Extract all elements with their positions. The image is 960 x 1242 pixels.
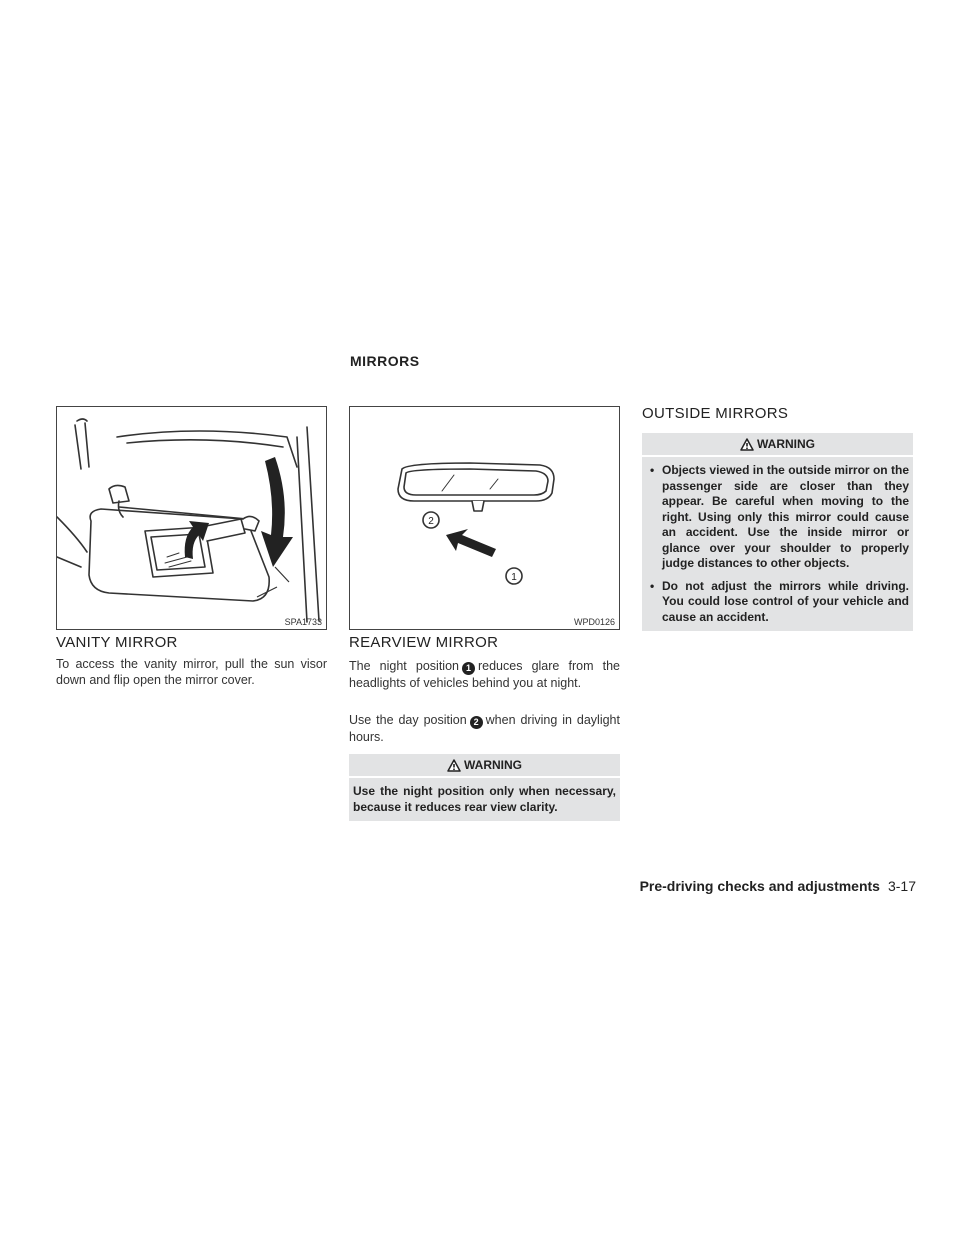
tilt-arrow-icon: [446, 529, 496, 557]
warning-item: • Do not adjust the mirrors while driving. You could lose control of your vehicle and cause an accident.: [646, 579, 909, 626]
rearview-paragraph-2: [349, 712, 620, 745]
figure-code: SPA1733: [284, 617, 322, 627]
warning-list: [642, 457, 913, 631]
pull-down-arrow-icon: [261, 457, 293, 567]
warning-header: [349, 754, 620, 778]
rearview-paragraph-1: [349, 658, 620, 691]
page-footer: [640, 878, 916, 894]
callout-1-label: 1: [511, 572, 517, 583]
chapter-title: Pre-driving checks and adjustments: [639, 878, 880, 894]
figure-code: WPD0126: [573, 617, 615, 627]
warning-triangle-icon: [740, 438, 754, 451]
rearview-warning-box: [349, 754, 620, 821]
rearview-mirror-illustration: [349, 406, 620, 630]
warning-title: WARNING: [757, 437, 815, 451]
vanity-mirror-body: To access the vanity mirror, pull the sun visor down and flip open the mirror cover.: [56, 657, 327, 687]
warning-triangle-icon: [447, 759, 461, 772]
page-number: 3-17: [887, 878, 916, 894]
warning-header: [642, 433, 913, 457]
callout-1-badge: 1: [462, 662, 475, 675]
warning-text: Use the night position only when necessary, because it reduces rear view clarity.: [353, 784, 616, 814]
callout-2-label: 2: [428, 516, 434, 527]
sun-visor-drawing: [57, 407, 327, 630]
rearview-mirror-drawing: [350, 407, 620, 630]
section-title: MIRRORS: [350, 353, 420, 369]
night-position-text-end: reduces glare from the headlights of vehicles behind you at night.: [349, 659, 620, 690]
vanity-mirror-heading: VANITY MIRROR: [56, 634, 178, 651]
warning-item: • Objects viewed in the outside mirror on the passenger side are closer than they appear. Be careful when moving to the right. Using only this mirror could cause an accident. Use the inside mirror or glance over your shoulder to properly judge distances to other objects.: [646, 463, 909, 572]
outside-mirrors-heading: OUTSIDE MIRRORS: [642, 405, 789, 422]
callout-2-badge: 2: [470, 716, 483, 729]
day-position-text: Use the day position: [349, 713, 467, 727]
day-position-text-end: when driving in daylight hours.: [349, 713, 620, 744]
night-position-text: The night position: [349, 659, 459, 673]
vanity-mirror-illustration: [56, 406, 327, 630]
warning-title: WARNING: [464, 758, 522, 772]
outside-warning-box: [642, 433, 913, 631]
rearview-mirror-heading: REARVIEW MIRROR: [349, 634, 499, 651]
